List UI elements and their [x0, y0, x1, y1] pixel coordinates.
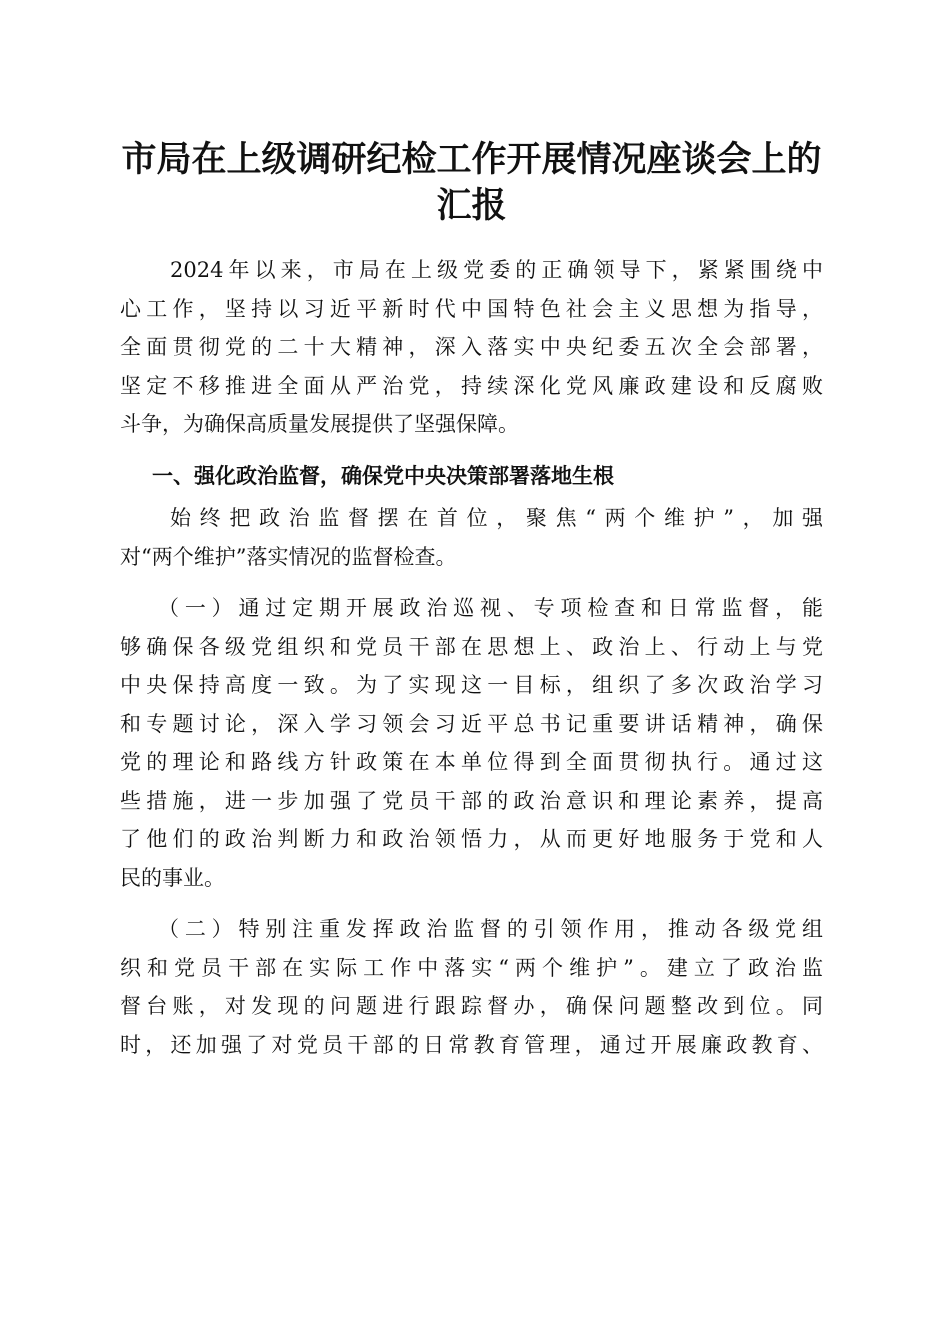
intro-paragraph	[120, 251, 823, 444]
text-line: 和专题讨论，深入学习领会习近平总书记重要讲话精神，确保	[120, 711, 823, 736]
paragraph	[120, 910, 823, 1064]
text-line: 始终把政治监督摆在首位，聚焦“两个维护”，加强	[170, 506, 823, 530]
text-line: （二）特别注重发挥政治监督的引领作用，推动各级党组	[158, 917, 823, 941]
text-line: 斗争，为确保高质量发展提供了坚强保障。	[120, 412, 519, 436]
text-line: 对“两个维护”落实情况的监督检查。	[120, 544, 457, 569]
text-line: 督台账，对发现的问题进行跟踪督办，确保问题整改到位。同	[120, 994, 823, 1018]
text-line: 民的事业。	[120, 865, 225, 890]
text-line: 坚定不移推进全面从严治党，持续深化党风廉政建设和反腐败	[120, 373, 823, 398]
text-line: 心工作，坚持以习近平新时代中国特色社会主义思想为指导，	[120, 296, 823, 321]
text-line: 些措施，进一步加强了党员干部的政治意识和理论素养，提高	[120, 788, 823, 813]
text-line: 全面贯彻党的二十大精神，深入落实中央纪委五次全会部署，	[120, 335, 823, 359]
text-line: 时，还加强了对党员干部的日常教育管理，通过开展廉政教育、	[120, 1032, 823, 1057]
title-line: 市局在上级调研纪检工作开展情况座谈会上的	[121, 139, 822, 180]
section-heading: 一、强化政治监督，确保党中央决策部署落地生根	[152, 463, 614, 488]
paragraph	[120, 499, 823, 576]
text-line: 2024年以来，市局在上级党委的正确领导下，紧紧围绕中	[170, 258, 823, 282]
text-line: 织和党员干部在实际工作中落实“两个维护”。建立了政治监	[120, 955, 823, 980]
document-title	[112, 137, 831, 229]
paragraph	[120, 589, 823, 897]
text-line: 党的理论和路线方针政策在本单位得到全面贯彻执行。通过这	[120, 750, 823, 774]
title-line: 汇报	[436, 185, 507, 226]
text-line: 了他们的政治判断力和政治领悟力，从而更好地服务于党和人	[120, 827, 823, 851]
text-line: 够确保各级党组织和党员干部在思想上、政治上、行动上与党	[120, 634, 823, 659]
document-body	[120, 251, 823, 1077]
text-line: 中央保持高度一致。为了实现这一目标，组织了多次政治学习	[120, 673, 823, 697]
text-line: （一）通过定期开展政治巡视、专项检查和日常监督，能	[158, 596, 823, 620]
